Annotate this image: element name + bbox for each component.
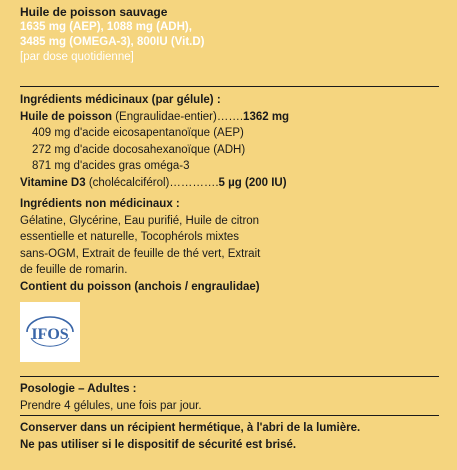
medicinal-heading: Ingrédients médicinaux (par gélule) : — [20, 94, 221, 106]
warning-line-2: Ne pas utiliser si le dispositif de sécurité est brisé. — [20, 438, 297, 451]
fish-oil-detail: (Engraulidae-entier)……. — [112, 110, 244, 123]
vitamin-d-label: Vitamine D3 — [20, 176, 86, 189]
fish-oil-label: Huile de poisson — [20, 110, 113, 123]
non-medicinal-line-3: sans-OGM, Extrait de feuille de thé vert, Extrait — [20, 247, 261, 260]
sub-ingredient-omega3: 871 mg d'acides gras oméga-3 — [32, 160, 190, 172]
sub-ingredient-adh: 272 mg d'acide docosahexanoïque (ADH) — [32, 143, 246, 156]
non-medicinal-line-1: Gélatine, Glycérine, Eau purifié, Huile de citron — [20, 214, 260, 227]
divider — [20, 86, 439, 87]
ifos-logo — [20, 302, 80, 362]
divider — [20, 415, 439, 416]
dose-line-2: 3485 mg (OMEGA-3), 800IU (Vit.D) — [20, 36, 205, 48]
dosage-text: Prendre 4 gélules, une fois par jour. — [20, 399, 202, 412]
non-medicinal-section — [20, 196, 439, 295]
fish-oil-row — [20, 109, 439, 126]
warning-line-1: Conserver dans un récipient hermétique, à l'abri de la lumière. — [20, 422, 361, 434]
non-medicinal-line-2: essentielle et naturelle, Tocophérols mixtes — [20, 231, 240, 243]
warnings-section — [20, 420, 439, 453]
dosage-heading: Posologie – Adultes : — [20, 383, 137, 395]
ifos-logo-icon — [23, 312, 77, 352]
non-medicinal-line-4: de feuille de romarin. — [20, 264, 128, 276]
sub-ingredient-aep: 409 mg d'acide eicosapentanoïque (AEP) — [32, 127, 244, 139]
fish-oil-amount: 1362 mg — [243, 110, 290, 123]
vitamin-d-amount: 5 µg (200 IU) — [218, 176, 287, 189]
vitamin-d-detail: (cholécalciférol)…………. — [85, 176, 219, 189]
divider — [20, 376, 439, 377]
vitamin-d-row — [20, 175, 439, 192]
allergen-statement: Contient du poisson (anchois / engraulidae) — [20, 280, 260, 293]
product-title: Huile de poisson sauvage — [20, 5, 168, 19]
dose-line-1: 1635 mg (AEP), 1088 mg (ADH), — [20, 21, 192, 33]
medicinal-section — [20, 92, 439, 191]
non-medicinal-heading: Ingrédients non médicinaux : — [20, 198, 180, 210]
logo-text: IFOS — [31, 326, 69, 343]
dose-note: [par dose quotidienne] — [20, 51, 134, 63]
dosage-section — [20, 381, 439, 414]
header-section — [20, 4, 439, 65]
